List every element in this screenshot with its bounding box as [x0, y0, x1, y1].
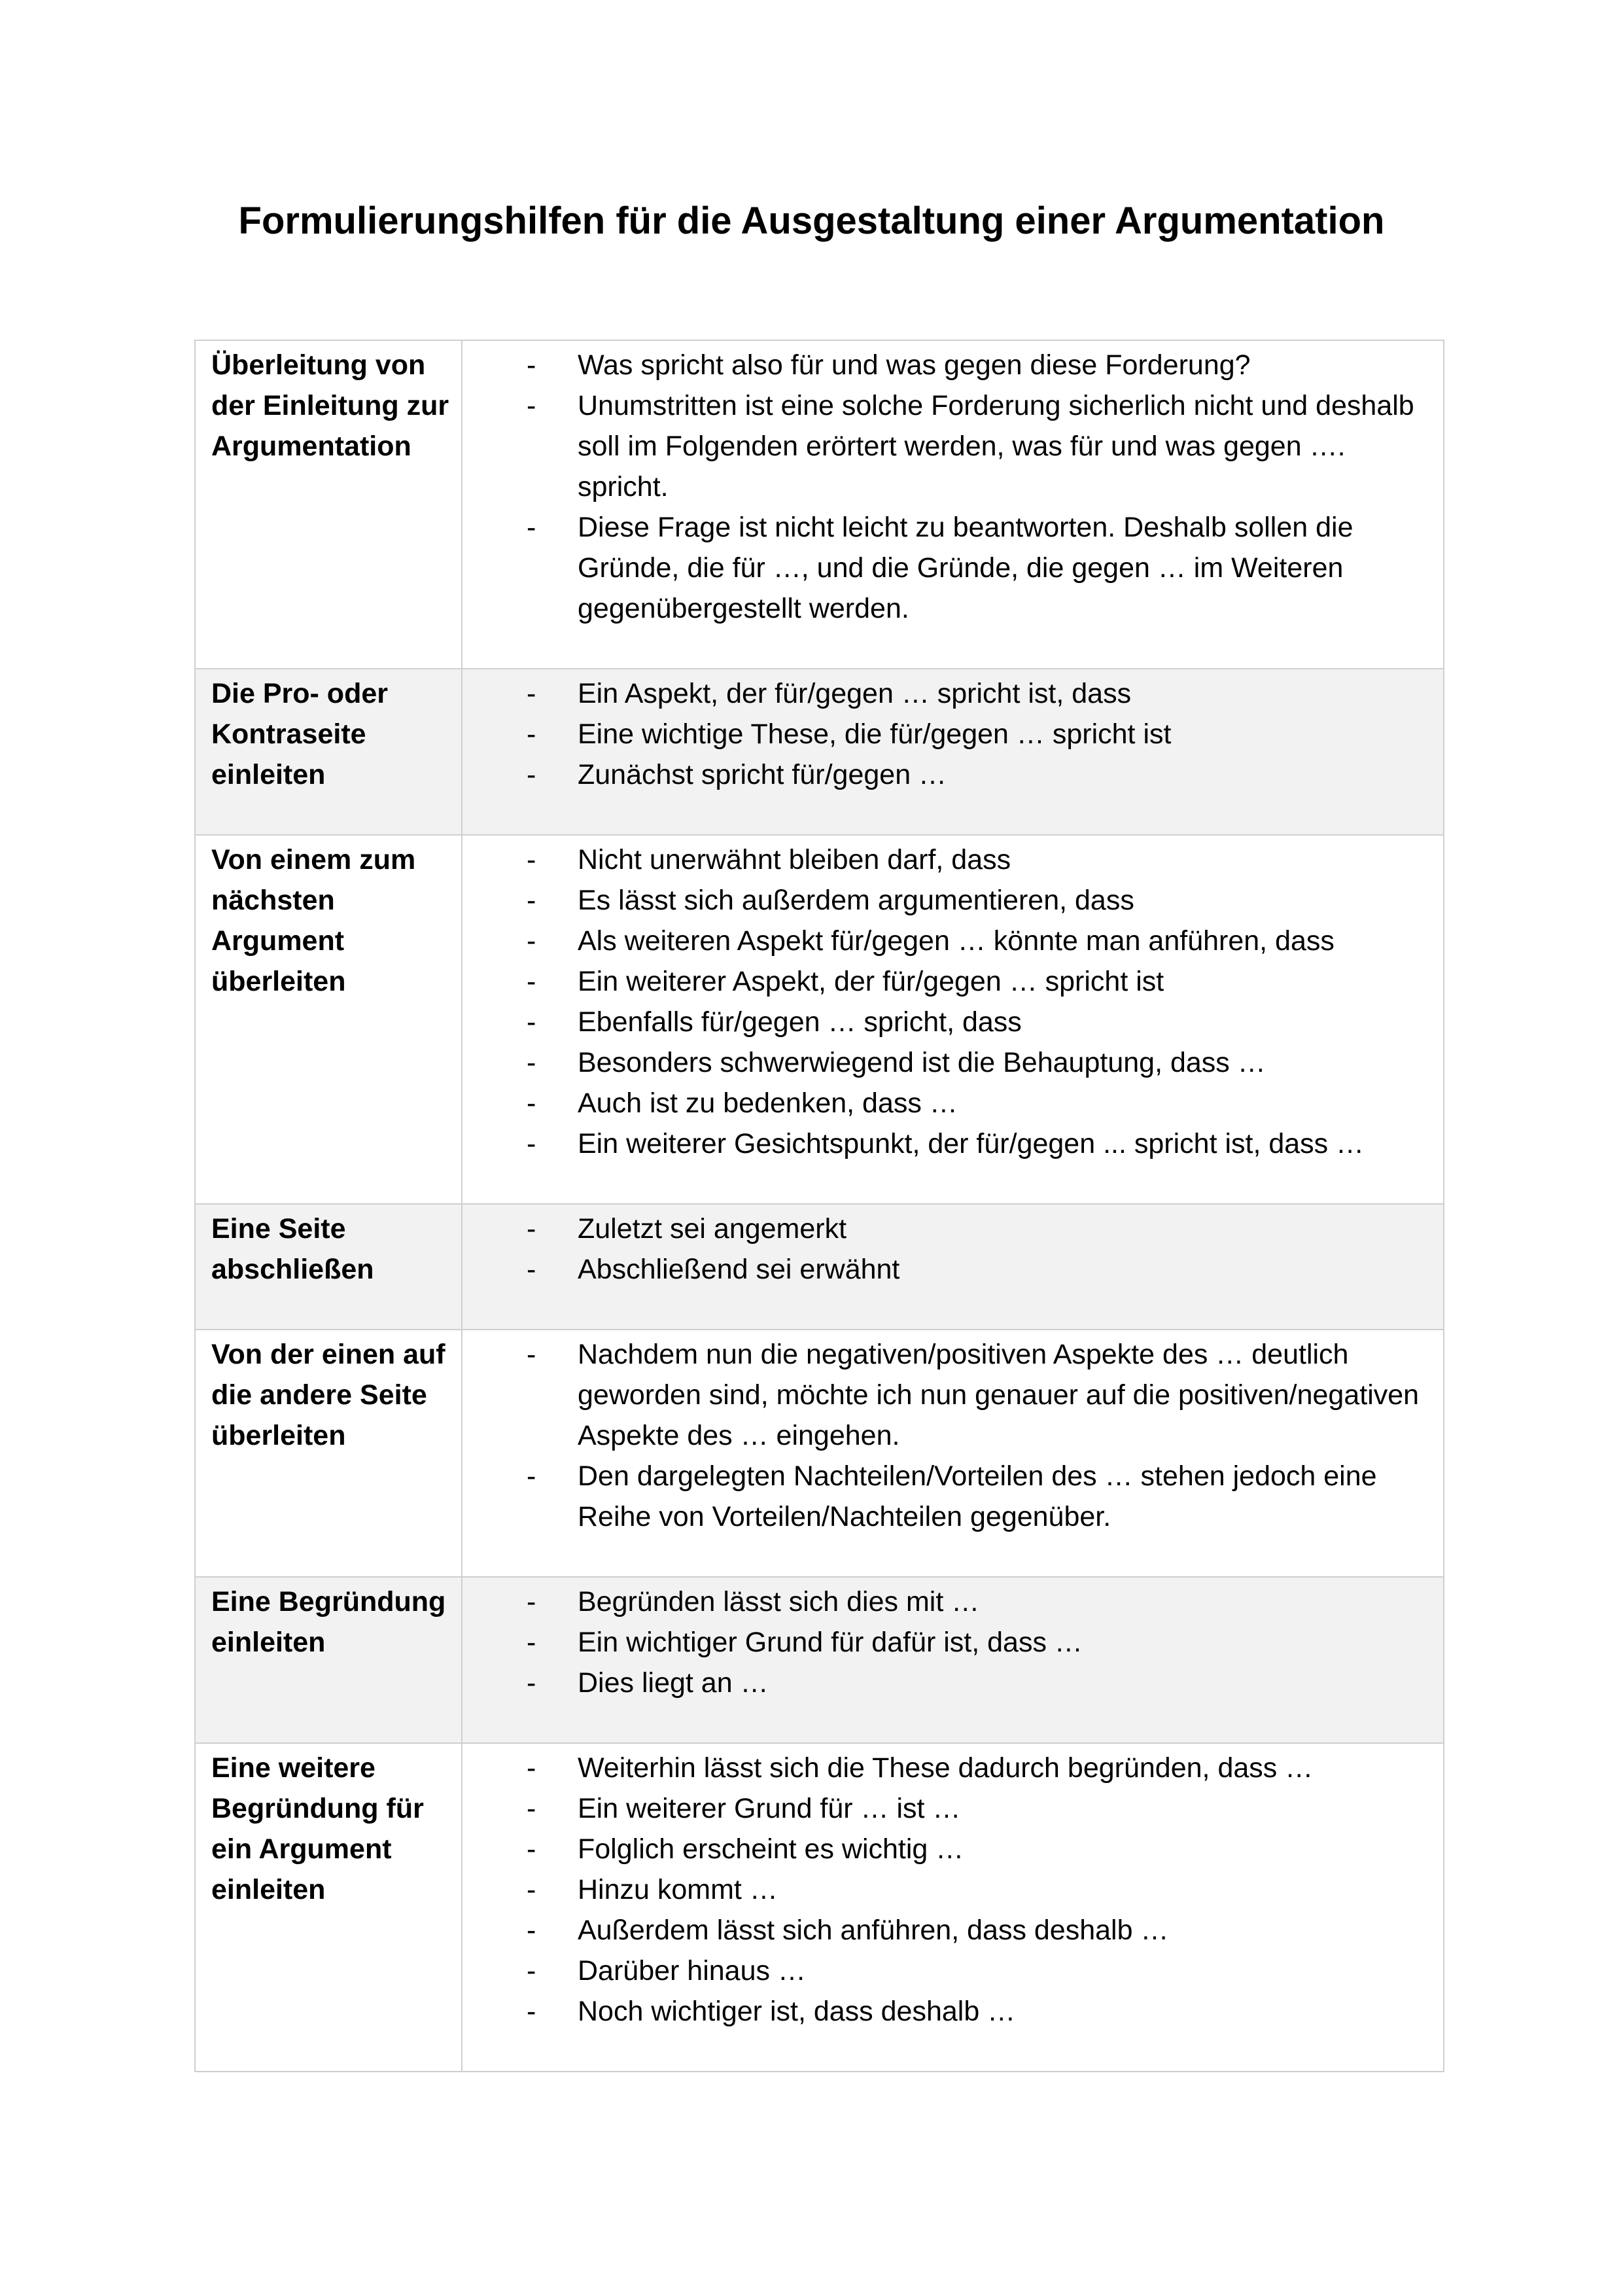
- dash-bullet: -: [527, 1339, 536, 1370]
- phrase-text: Abschließend sei erwähnt: [578, 1254, 900, 1285]
- phrase-text: Begründen lässt sich dies mit …: [578, 1586, 980, 1617]
- table-row: [195, 340, 1444, 669]
- list-item: [462, 1581, 1430, 1622]
- phrase-list: [462, 1578, 1443, 1742]
- dash-bullet: -: [527, 1874, 536, 1905]
- dash-bullet: -: [527, 1128, 536, 1159]
- category-cell: [195, 340, 462, 669]
- dash-bullet: -: [527, 1996, 536, 2027]
- list-item: [462, 1910, 1430, 1951]
- dash-bullet: -: [527, 1833, 536, 1865]
- list-item: [462, 714, 1430, 754]
- phrases-cell: [462, 1330, 1444, 1577]
- phrases-cell: [462, 1204, 1444, 1330]
- list-item: [462, 1622, 1430, 1663]
- phrase-text: Dies liegt an …: [578, 1667, 769, 1699]
- list-item: [462, 1042, 1430, 1083]
- list-item: [462, 507, 1430, 629]
- phrase-text: Besonders schwerwiegend ist die Behauptung, dass …: [578, 1047, 1266, 1078]
- list-item: [462, 839, 1430, 880]
- phrase-text: Unumstritten ist eine solche Forderung sicherlich nicht und deshalb soll im Folgenden erörtert werden, was für und was gegen …. spricht.: [578, 390, 1414, 503]
- phrases-cell: [462, 340, 1444, 669]
- phrase-text: Ein weiterer Grund für … ist …: [578, 1793, 961, 1824]
- dash-bullet: -: [527, 678, 536, 709]
- phrase-list: [462, 669, 1443, 834]
- phrase-text: Diese Frage ist nicht leicht zu beantworten. Deshalb sollen die Gründe, die für …, und die Gründe, die gegen … im Weiteren gegenübergestellt werden.: [578, 512, 1353, 624]
- dash-bullet: -: [527, 925, 536, 957]
- dash-bullet: -: [527, 1213, 536, 1245]
- list-item: [462, 1663, 1430, 1703]
- dash-bullet: -: [527, 1915, 536, 1946]
- dash-bullet: -: [527, 1006, 536, 1038]
- table-row: [195, 835, 1444, 1204]
- list-item: [462, 921, 1430, 961]
- phrases-cell: [462, 1577, 1444, 1743]
- phrase-text: Ein Aspekt, der für/gegen … spricht ist, dass: [578, 678, 1132, 709]
- dash-bullet: -: [527, 1752, 536, 1784]
- dash-bullet: -: [527, 966, 536, 997]
- dash-bullet: -: [527, 1047, 536, 1078]
- phrase-text: Als weiteren Aspekt für/gegen … könnte man anführen, dass: [578, 925, 1335, 957]
- list-item: [462, 880, 1430, 921]
- list-item: [462, 1249, 1430, 1290]
- phrase-list: [462, 341, 1443, 668]
- table-row: [195, 1577, 1444, 1743]
- phrase-text: Ein weiterer Aspekt, der für/gegen … spricht ist: [578, 966, 1164, 997]
- phrase-text: Was spricht also für und was gegen diese Forderung?: [578, 349, 1251, 381]
- list-item: [462, 1829, 1430, 1869]
- dash-bullet: -: [527, 1667, 536, 1699]
- dash-bullet: -: [527, 1793, 536, 1824]
- table-row: [195, 669, 1444, 835]
- category-label: Die Pro- oder Kontraseite einleiten: [211, 678, 388, 790]
- list-item: [462, 1209, 1430, 1249]
- category-label: Von der einen auf die andere Seite überleiten: [211, 1339, 445, 1451]
- phrase-text: Noch wichtiger ist, dass deshalb …: [578, 1996, 1016, 2027]
- phrases-cell: [462, 1743, 1444, 2072]
- phrases-table: [194, 340, 1444, 2072]
- list-item: [462, 345, 1430, 385]
- category-label: Eine weitere Begründung für ein Argument einleiten: [211, 1752, 424, 1905]
- phrase-text: Weiterhin lässt sich die These dadurch begründen, dass …: [578, 1752, 1314, 1784]
- page-title: Formulierungshilfen für die Ausgestaltung einer Argumentation: [238, 200, 1385, 242]
- phrase-text: Auch ist zu bedenken, dass …: [578, 1087, 958, 1119]
- phrase-text: Eine wichtige These, die für/gegen … spricht ist: [578, 718, 1172, 750]
- table-row: [195, 1204, 1444, 1330]
- phrase-text: Zuletzt sei angemerkt: [578, 1213, 847, 1245]
- dash-bullet: -: [527, 1460, 536, 1492]
- dash-bullet: -: [527, 512, 536, 543]
- list-item: [462, 1002, 1430, 1042]
- category-cell: [195, 1204, 462, 1330]
- phrase-text: Nachdem nun die negativen/positiven Aspekte des … deutlich geworden sind, möchte ich nun genauer auf die positiven/negativen Aspekte des … eingehen.: [578, 1339, 1420, 1451]
- phrases-cell: [462, 835, 1444, 1204]
- list-item: [462, 1869, 1430, 1910]
- category-label: Eine Begründung einleiten: [211, 1586, 446, 1658]
- list-item: [462, 673, 1430, 714]
- list-item: [462, 1991, 1430, 2032]
- table-body: [195, 340, 1444, 2072]
- phrase-list: [462, 1744, 1443, 2071]
- phrase-text: Folglich erscheint es wichtig …: [578, 1833, 964, 1865]
- phrase-list: [462, 836, 1443, 1203]
- list-item: [462, 754, 1430, 795]
- phrase-text: Zunächst spricht für/gegen …: [578, 759, 947, 790]
- table-row: [195, 1330, 1444, 1577]
- category-cell: [195, 669, 462, 835]
- dash-bullet: -: [527, 349, 536, 381]
- list-item: [462, 1788, 1430, 1829]
- category-cell: [195, 1577, 462, 1743]
- phrase-list: [462, 1205, 1443, 1329]
- phrase-text: Darüber hinaus …: [578, 1955, 806, 1987]
- category-cell: [195, 1330, 462, 1577]
- list-item: [462, 961, 1430, 1002]
- list-item: [462, 1748, 1430, 1788]
- list-item: [462, 1123, 1430, 1164]
- phrase-text: Hinzu kommt …: [578, 1874, 778, 1905]
- dash-bullet: -: [527, 1087, 536, 1119]
- dash-bullet: -: [527, 390, 536, 421]
- phrase-text: Außerdem lässt sich anführen, dass deshalb …: [578, 1915, 1169, 1946]
- dash-bullet: -: [527, 718, 536, 750]
- phrase-text: Ebenfalls für/gegen … spricht, dass: [578, 1006, 1022, 1038]
- dash-bullet: -: [527, 844, 536, 875]
- phrase-text: Es lässt sich außerdem argumentieren, dass: [578, 885, 1134, 916]
- list-item: [462, 1456, 1430, 1537]
- list-item: [462, 1951, 1430, 1991]
- phrases-cell: [462, 669, 1444, 835]
- list-item: [462, 1083, 1430, 1123]
- phrase-list: [462, 1330, 1443, 1576]
- phrase-text: Ein wichtiger Grund für dafür ist, dass …: [578, 1627, 1083, 1658]
- dash-bullet: -: [527, 885, 536, 916]
- table-row: [195, 1743, 1444, 2072]
- category-cell: [195, 1743, 462, 2072]
- phrase-text: Nicht unerwähnt bleiben darf, dass: [578, 844, 1011, 875]
- list-item: [462, 1334, 1430, 1456]
- phrase-text: Den dargelegten Nachteilen/Vorteilen des … stehen jedoch eine Reihe von Vorteilen/Nachteilen gegenüber.: [578, 1460, 1377, 1532]
- category-label: Eine Seite abschließen: [211, 1213, 374, 1285]
- category-label: Von einem zum nächsten Argument überleiten: [211, 844, 416, 997]
- dash-bullet: -: [527, 1586, 536, 1617]
- category-label: Überleitung von der Einleitung zur Argumentation: [211, 349, 449, 462]
- dash-bullet: -: [527, 1627, 536, 1658]
- category-cell: [195, 835, 462, 1204]
- dash-bullet: -: [527, 759, 536, 790]
- phrase-text: Ein weiterer Gesichtspunkt, der für/gegen ... spricht ist, dass …: [578, 1128, 1365, 1159]
- dash-bullet: -: [527, 1254, 536, 1285]
- list-item: [462, 385, 1430, 507]
- dash-bullet: -: [527, 1955, 536, 1987]
